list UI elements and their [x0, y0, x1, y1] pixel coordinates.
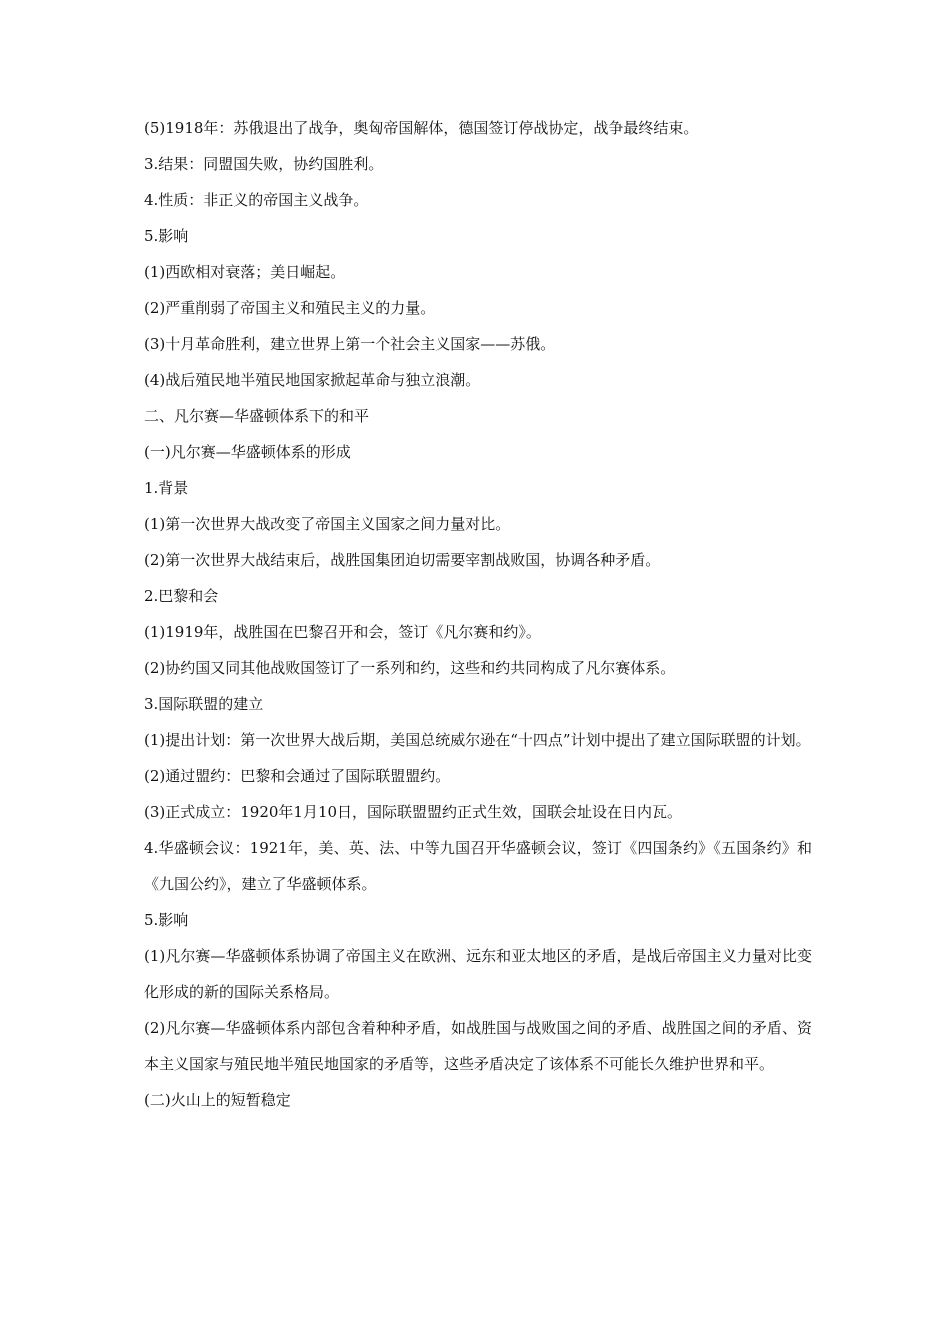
heading-impact-2: 5.影响 [144, 911, 189, 929]
paragraph-impact-4: (4)战后殖民地半殖民地国家掀起革命与独立浪潮。 [144, 371, 481, 389]
paragraph-washington-conference: 4.华盛顿会议：1921年，美、英、法、中等九国召开华盛顿会议，签订《四国条约》《五国条约》和《九国公约》，建立了华盛顿体系。 [144, 839, 812, 893]
paragraph-system-impact-2: (2)凡尔赛—华盛顿体系内部包含着种种矛盾，如战胜国与战败国之间的矛盾、战胜国之间的矛盾、资本主义国家与殖民地半殖民地国家的矛盾等，这些矛盾决定了该体系不可能长久维护世界和平。 [144, 1019, 812, 1073]
section-heading-two: 二、凡尔赛—华盛顿体系下的和平 [144, 407, 370, 425]
paragraph-result: 3.结果：同盟国失败，协约国胜利。 [144, 155, 384, 173]
heading-impact: 5.影响 [144, 227, 189, 245]
heading-background: 1.背景 [144, 479, 189, 497]
paragraph-background-2: (2)第一次世界大战结束后，战胜国集团迫切需要宰割战败国，协调各种矛盾。 [144, 551, 661, 569]
paragraph-background-1: (1)第一次世界大战改变了帝国主义国家之间力量对比。 [144, 515, 511, 533]
paragraph-league-2: (2)通过盟约：巴黎和会通过了国际联盟盟约。 [144, 767, 451, 785]
paragraph-system-impact-1: (1)凡尔赛—华盛顿体系协调了帝国主义在欧洲、远东和亚太地区的矛盾，是战后帝国主义力量对比变化形成的新的国际关系格局。 [144, 947, 812, 1001]
paragraph-1918-end-of-war: (5)1918年：苏俄退出了战争，奥匈帝国解体，德国签订停战协定，战争最终结束。 [144, 119, 699, 137]
paragraph-impact-1: (1)西欧相对衰落；美日崛起。 [144, 263, 346, 281]
paragraph-nature: 4.性质：非正义的帝国主义战争。 [144, 191, 369, 209]
paragraph-league-3: (3)正式成立：1920年1月10日，国际联盟盟约正式生效，国联会址设在日内瓦。 [144, 803, 683, 821]
subsection-heading-stability: (二)火山上的短暂稳定 [144, 1091, 291, 1109]
paragraph-paris-2: (2)协约国又同其他战败国签订了一系列和约，这些和约共同构成了凡尔赛体系。 [144, 659, 676, 677]
paragraph-impact-2: (2)严重削弱了帝国主义和殖民主义的力量。 [144, 299, 436, 317]
paragraph-impact-3: (3)十月革命胜利，建立世界上第一个社会主义国家——苏俄。 [144, 335, 556, 353]
paragraph-paris-1: (1)1919年，战胜国在巴黎召开和会，签订《凡尔赛和约》。 [144, 623, 541, 641]
heading-league-of-nations: 3.国际联盟的建立 [144, 695, 264, 713]
document-body [144, 119, 812, 1127]
paragraph-league-1: (1)提出计划：第一次世界大战后期，美国总统威尔逊在“十四点”计划中提出了建立国际联盟的计划。 [144, 731, 811, 749]
heading-paris-conference: 2.巴黎和会 [144, 587, 219, 605]
subsection-heading-formation: (一)凡尔赛—华盛顿体系的形成 [144, 443, 351, 461]
